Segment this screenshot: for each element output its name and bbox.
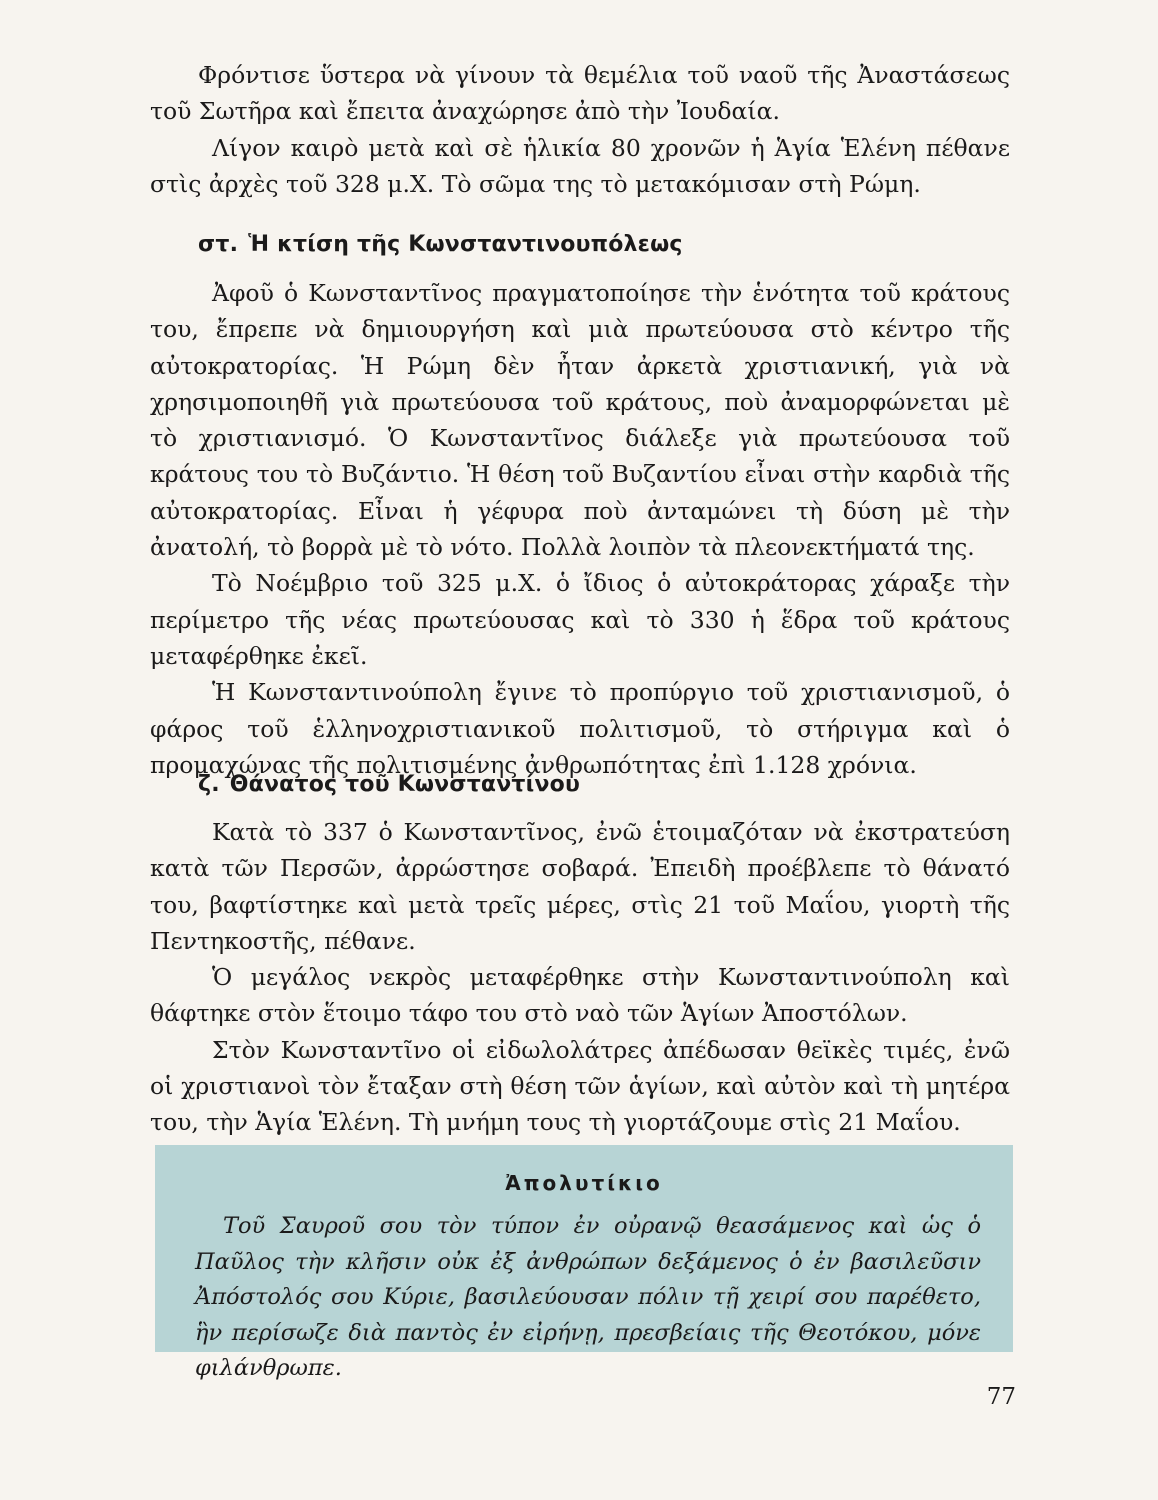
section-heading-z bbox=[198, 772, 580, 797]
intro-paragraph-2: Λίγον καιρὸ μετὰ καὶ σὲ ἡλικία 80 χρονῶν ἡ Ἁγία Ἑλένη πέθανε στὶς ἀρχὲς τοῦ 328 μ.Χ. Τὸ σῶμα της τὸ μετακόμισαν στὴ Ρώμη. bbox=[150, 133, 1010, 198]
section-st-body bbox=[150, 275, 1010, 783]
apolytikio-box bbox=[155, 1145, 1013, 1381]
section-title: Ἡ κτίση τῆς Κωνσταντινουπόλεως bbox=[248, 232, 683, 257]
section-st-paragraph-2: Τὸ Νοέμβριο τοῦ 325 μ.Χ. ὁ ἴδιος ὁ αὐτοκράτορας χάραξε τὴν περίμετρο τῆς νέας πρωτεύουσας καὶ τὸ 330 ἡ ἕδρα τοῦ κράτους μεταφέρθηκε ἐκεῖ. bbox=[150, 569, 1010, 670]
page-number: 77 bbox=[986, 1384, 1016, 1410]
apolytikio-paragraph: Τοῦ Σαυροῦ σου τὸν τύπον ἐν οὐρανῷ θεασάμενος καὶ ὡς ὁ Παῦλος τὴν κλῆσιν οὐκ ἐξ ἀνθρώπων δεξάμενος ὁ ἐν βασιλεῦσιν Ἀπόστολός σου Κύριε, βασιλεύουσαν πόλιν τῇ χειρί σου παρέθετο, ἣν περίσωζε διὰ παντὸς ἐν εἰρήνῃ, πρεσβείαις τῆς Θεοτόκου, μόνε φιλάνθρωπε. bbox=[195, 1213, 981, 1381]
intro-paragraph-1: Φρόντισε ὕστερα νὰ γίνουν τὰ θεμέλια τοῦ ναοῦ τῆς Ἀναστάσεως τοῦ Σωτῆρα καὶ ἔπειτα ἀναχώρησε ἀπὸ τὴν Ἰουδαία. bbox=[150, 61, 1010, 126]
apolytikio-title: Ἀπολυτίκιο bbox=[505, 1171, 663, 1195]
intro-text bbox=[150, 57, 1010, 202]
section-title: Θάνατος τοῦ Κωνσταντίνου bbox=[229, 772, 581, 797]
section-z-body bbox=[150, 814, 1010, 1141]
section-st-paragraph-3: Ἡ Κωνσταντινούπολη ἔγινε τὸ προπύργιο τοῦ χριστιανισμοῦ, ὁ φάρος τοῦ ἑλληνοχριστιανικοῦ πολιτισμοῦ, τὸ στήριγμα καὶ ὁ προμαχώνας τῆς πολιτισμένης ἀνθρωπότητας ἐπὶ 1.128 χρόνια. bbox=[150, 678, 1010, 779]
section-marker: στ. bbox=[198, 232, 239, 257]
apolytikio-text bbox=[195, 1209, 981, 1387]
section-z-paragraph-3: Στὸν Κωνσταντῖνο οἱ εἰδωλολάτρες ἀπέδωσαν θεϊκὲς τιμές, ἐνῶ οἱ χριστιανοὶ τὸν ἔταξαν στὴ θέση τῶν ἁγίων, καὶ αὐτὸν καὶ τὴ μητέρα του, τὴν Ἁγία Ἑλένη. Τὴ μνήμη τους τὴ γιορτάζουμε στὶς 21 Μαΐου. bbox=[150, 1035, 1010, 1137]
section-st-paragraph-1: Ἀφοῦ ὁ Κωνσταντῖνος πραγματοποίησε τὴν ἑνότητα τοῦ κράτους του, ἔπρεπε νὰ δημιουργήση καὶ μιὰ πρωτεύουσα στὸ κέντρο τῆς αὐτοκρατορίας. Ἡ Ρώμη δὲν ἦταν ἀρκετὰ χριστιανική, γιὰ νὰ χρησιμοποιηθῆ γιὰ πρωτεύουσα τοῦ κράτους, ποὺ ἀναμορφώνεται μὲ τὸ χριστιανισμό. Ὁ Κωνσταντῖνος διάλεξε γιὰ πρωτεύουσα τοῦ κράτους του τὸ Βυζάντιο. Ἡ θέση τοῦ Βυζαντίου εἶναι στὴν καρδιὰ τῆς αὐτοκρατορίας. Εἶναι ἡ γέφυρα ποὺ ἀνταμώνει τὴ δύση μὲ τὴν ἀνατολή, τὸ βορρὰ μὲ τὸ νότο. Πολλὰ λοιπὸν τὰ πλεονεκτήματά της. bbox=[150, 279, 1010, 562]
section-heading-st bbox=[198, 232, 683, 257]
section-marker: ζ. bbox=[198, 772, 220, 797]
section-z-paragraph-1: Κατὰ τὸ 337 ὁ Κωνσταντῖνος, ἐνῶ ἑτοιμαζόταν νὰ ἐκστρατεύση κατὰ τῶν Περσῶν, ἀρρώστησε σοβαρά. Ἐπειδὴ προέβλεπε τὸ θάνατό του, βαφτίστηκε καὶ μετὰ τρεῖς μέρες, στὶς 21 τοῦ Μαΐου, γιορτὴ τῆς Πεντηκοστῆς, πέθανε. bbox=[150, 818, 1010, 955]
section-z-paragraph-2: Ὁ μεγάλος νεκρὸς μεταφέρθηκε στὴν Κωνσταντινούπολη καὶ θάφτηκε στὸν ἕτοιμο τάφο του στὸ ναὸ τῶν Ἁγίων Ἀποστόλων. bbox=[150, 963, 1010, 1028]
